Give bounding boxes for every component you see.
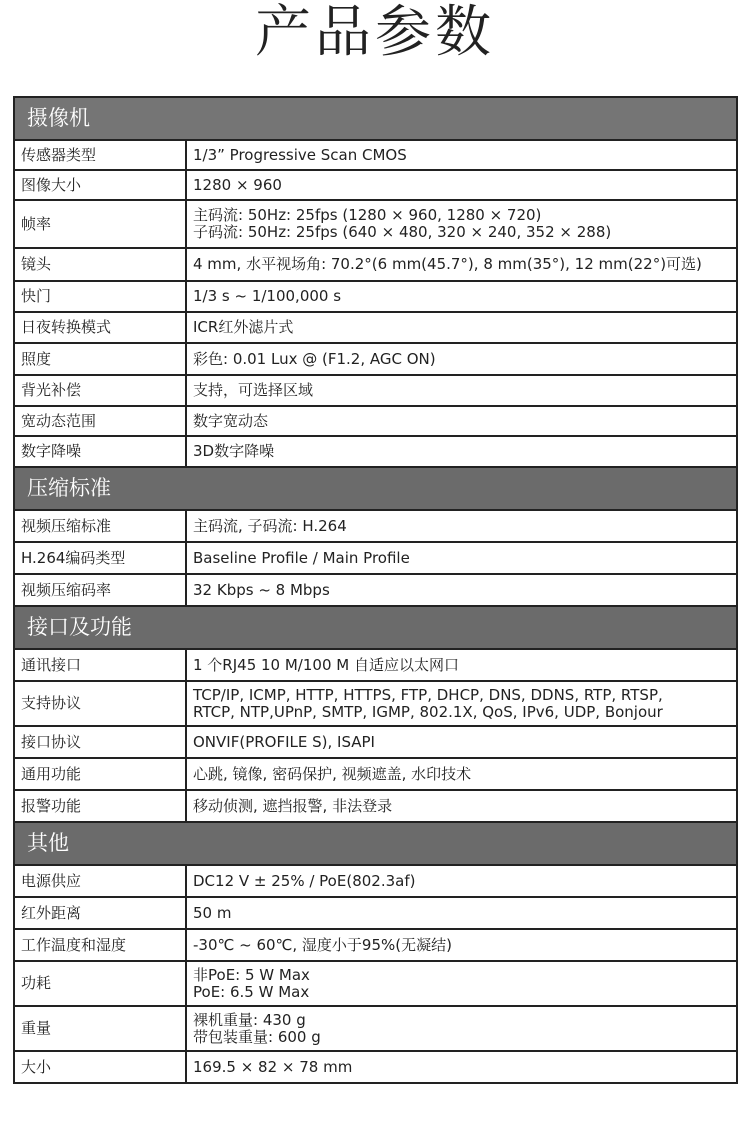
param-value — [186, 961, 737, 1006]
param-value-line: TCP/IP, ICMP, HTTP, HTTPS, FTP, DHCP, DNS, DDNS, RTP, RTSP, — [193, 685, 663, 704]
table-row — [14, 200, 737, 248]
table-row — [14, 140, 737, 170]
param-value-line: RTCP, NTP,UPnP, SMTP, IGMP, 802.1X, QoS, IPv6, UDP, Bonjour — [193, 702, 663, 721]
param-label: 接口协议 — [14, 726, 186, 758]
table-row — [14, 281, 737, 312]
spec-table — [13, 96, 738, 1084]
param-value-line: 主码流: 50Hz: 25fps (1280 × 960, 1280 × 720) — [193, 206, 542, 224]
section-title: 压缩标准 — [14, 467, 737, 510]
param-label: 日夜转换模式 — [14, 312, 186, 343]
param-value: ONVIF(PROFILE S), ISAPI — [186, 726, 737, 758]
table-row — [14, 170, 737, 200]
param-value: Baseline Profile / Main Profile — [186, 542, 737, 574]
param-value: 32 Kbps ~ 8 Mbps — [186, 574, 737, 606]
table-row — [14, 790, 737, 822]
table-row — [14, 248, 737, 281]
param-value-line: 裸机重量: 430 g — [193, 1010, 306, 1029]
table-row — [14, 1006, 737, 1051]
param-value-line: 非PoE: 5 W Max — [193, 965, 310, 984]
table-row — [14, 865, 737, 897]
section-header-other — [14, 822, 737, 865]
param-label: 电源供应 — [14, 865, 186, 897]
table-row — [14, 681, 737, 726]
param-label: 视频压缩码率 — [14, 574, 186, 606]
table-row — [14, 574, 737, 606]
param-label: 报警功能 — [14, 790, 186, 822]
table-row — [14, 961, 737, 1006]
table-row — [14, 510, 737, 542]
param-value: 移动侦测, 遮挡报警, 非法登录 — [186, 790, 737, 822]
param-value — [186, 681, 737, 726]
param-value: 1 个RJ45 10 M/100 M 自适应以太网口 — [186, 649, 737, 681]
table-row — [14, 406, 737, 436]
section-header-interfaces — [14, 606, 737, 649]
param-label: 支持协议 — [14, 681, 186, 726]
param-value: 4 mm, 水平视场角: 70.2°(6 mm(45.7°), 8 mm(35°), 12 mm(22°)可选) — [186, 248, 737, 281]
param-value-line: 子码流: 50Hz: 25fps (640 × 480, 320 × 240, 352 × 288) — [193, 223, 612, 241]
param-label: 通讯接口 — [14, 649, 186, 681]
param-value: 1280 × 960 — [186, 170, 737, 200]
param-value: 1/3” Progressive Scan CMOS — [186, 140, 737, 170]
table-row — [14, 343, 737, 375]
section-title: 接口及功能 — [14, 606, 737, 649]
param-value: 50 m — [186, 897, 737, 929]
page-title: 产品参数 — [255, 0, 495, 65]
table-row — [14, 649, 737, 681]
table-row — [14, 897, 737, 929]
param-value — [186, 1006, 737, 1051]
param-value-line: PoE: 6.5 W Max — [193, 982, 310, 1001]
param-label: 帧率 — [14, 200, 186, 248]
param-label: 红外距离 — [14, 897, 186, 929]
param-value-line: 带包装重量: 600 g — [193, 1027, 321, 1046]
param-label: 重量 — [14, 1006, 186, 1051]
section-title: 其他 — [14, 822, 737, 865]
param-label: 视频压缩标准 — [14, 510, 186, 542]
table-row — [14, 758, 737, 790]
param-value: 1/3 s ~ 1/100,000 s — [186, 281, 737, 312]
param-label: 镜头 — [14, 248, 186, 281]
section-header-camera — [14, 97, 737, 140]
param-label: 功耗 — [14, 961, 186, 1006]
table-row — [14, 312, 737, 343]
param-value: 彩色: 0.01 Lux @ (F1.2, AGC ON) — [186, 343, 737, 375]
table-row — [14, 929, 737, 961]
section-header-compression — [14, 467, 737, 510]
param-value: 心跳, 镜像, 密码保护, 视频遮盖, 水印技术 — [186, 758, 737, 790]
param-value: -30℃ ~ 60℃, 湿度小于95%(无凝结) — [186, 929, 737, 961]
table-row — [14, 1051, 737, 1083]
param-value: 3D数字降噪 — [186, 436, 737, 467]
param-label: 工作温度和湿度 — [14, 929, 186, 961]
param-label: 背光补偿 — [14, 375, 186, 406]
param-label: H.264编码类型 — [14, 542, 186, 574]
param-label: 快门 — [14, 281, 186, 312]
table-row — [14, 542, 737, 574]
param-value — [186, 200, 737, 248]
param-label: 图像大小 — [14, 170, 186, 200]
param-value: 主码流, 子码流: H.264 — [186, 510, 737, 542]
param-label: 宽动态范围 — [14, 406, 186, 436]
table-row — [14, 436, 737, 467]
param-value: 支持，可选择区域 — [186, 375, 737, 406]
param-value: DC12 V ± 25% / PoE(802.3af) — [186, 865, 737, 897]
param-value: ICR红外滤片式 — [186, 312, 737, 343]
param-label: 通用功能 — [14, 758, 186, 790]
param-label: 数字降噪 — [14, 436, 186, 467]
param-label: 传感器类型 — [14, 140, 186, 170]
param-value: 169.5 × 82 × 78 mm — [186, 1051, 737, 1083]
table-row — [14, 375, 737, 406]
param-label: 大小 — [14, 1051, 186, 1083]
section-title: 摄像机 — [14, 97, 737, 140]
param-value: 数字宽动态 — [186, 406, 737, 436]
table-row — [14, 726, 737, 758]
param-label: 照度 — [14, 343, 186, 375]
